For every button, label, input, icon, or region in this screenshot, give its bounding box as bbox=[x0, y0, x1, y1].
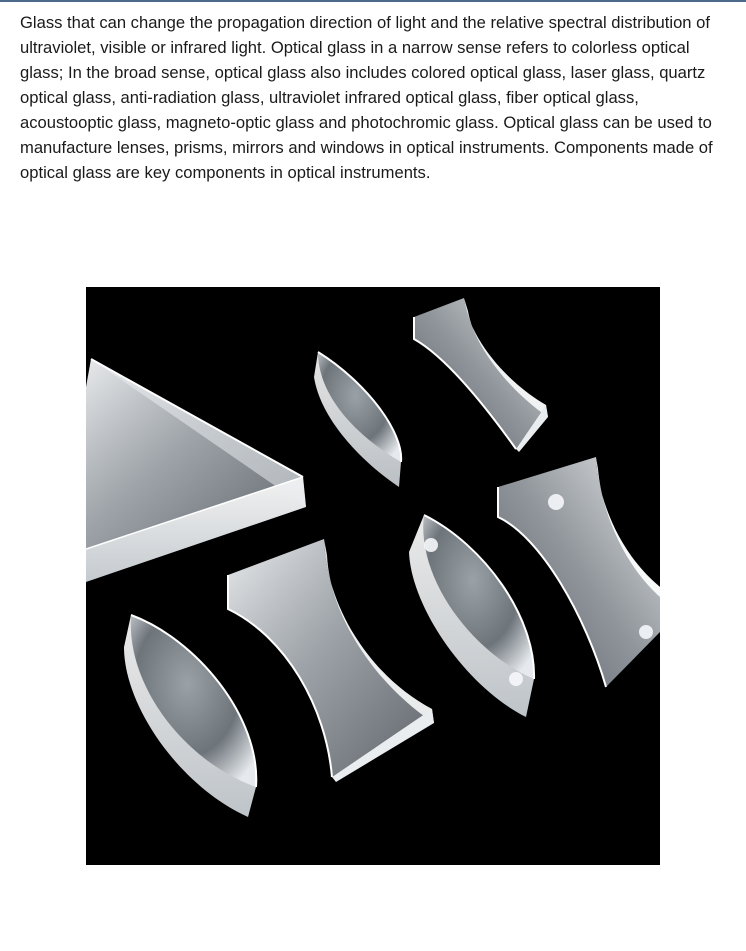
concave-lens-bottom bbox=[228, 539, 434, 782]
description-text: Glass that can change the propagation direction of light and the relative spectral distribution of ultraviolet, visible or infrared light. Optical glass in a narrow sense refers to colorless optical glass; In the broad sense, optical glass also includes colored optical glass, laser glass, quartz optical glass, anti-radiation glass, ultraviolet infrared optical glass, fiber optical glass, acoustooptic glass, magneto-optic glass and photochromic glass. Optical glass can be used to manufacture lenses, prisms, mirrors and windows in optical instruments. Components made of optical glass are key components in optical instruments. bbox=[20, 13, 713, 182]
bottom-convex-lens bbox=[124, 615, 256, 817]
prism-glass bbox=[86, 359, 306, 582]
optical-glass-photo bbox=[86, 287, 660, 865]
small-convex-lens bbox=[314, 352, 401, 487]
concave-lens-top bbox=[414, 298, 548, 452]
large-convex-lens bbox=[409, 515, 534, 717]
